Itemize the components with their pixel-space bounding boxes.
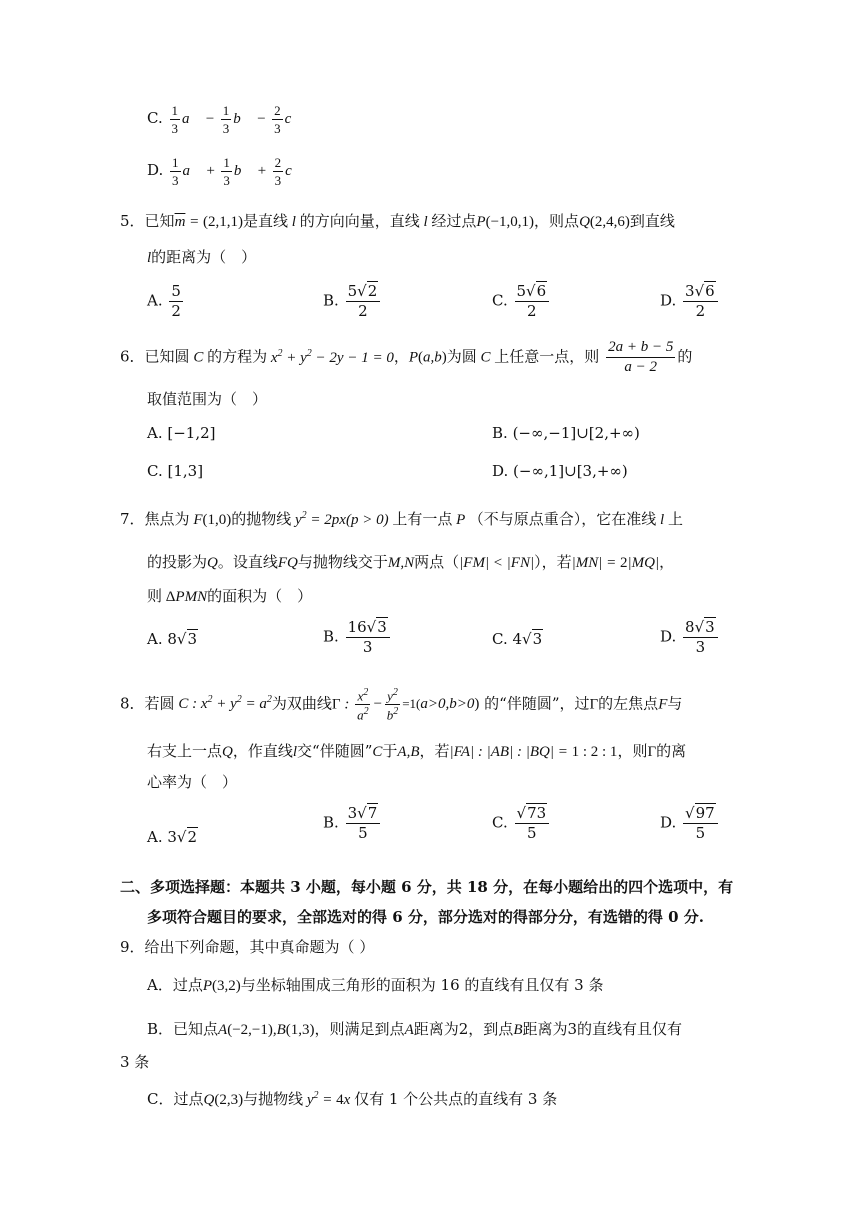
section-heading-line2: 多项符合题目的要求，全部选对的得 6 分，部分选对的得部分分，有选错的得 0 分. <box>147 908 704 926</box>
option-formula: 4√3 <box>512 630 543 648</box>
option-label: D. <box>492 462 509 480</box>
q6-stem-line2 <box>147 388 267 409</box>
math: Γ <box>589 696 599 713</box>
option-label: B. <box>492 424 508 442</box>
math: l <box>292 744 298 760</box>
text: 。设直线 <box>217 553 278 571</box>
option-label: B. <box>323 291 339 310</box>
text: 的直线有且仅有 <box>577 1020 683 1038</box>
q6-option-c <box>147 462 203 480</box>
question-number: 8． <box>120 694 145 713</box>
math: P(−1,0,1) <box>476 214 535 230</box>
text: 的方向向量，直线 <box>299 212 420 230</box>
option-formula: (−∞,1]∪[3,+∞) <box>513 462 628 480</box>
q8-stem-line1 <box>120 688 682 722</box>
math: FQ <box>277 555 298 571</box>
text: 于 <box>382 742 398 760</box>
option-formula: (−∞,−1]∪[2,+∞) <box>512 424 640 442</box>
option-formula: [−1,2] <box>167 424 216 442</box>
math: l <box>147 250 152 266</box>
q7-option-c <box>492 630 543 648</box>
math: $y^2 = 2px(p > 0)$ <box>291 510 393 528</box>
q9-option-b-line2: 3 条 <box>120 1053 150 1071</box>
option-label: D. <box>660 291 677 310</box>
text: ，若 <box>419 742 450 760</box>
section-heading-line1: 二、多项选择题：本题共 3 小题，每小题 6 分，共 18 分，在每小题给出的四个选项中，有 <box>120 878 734 896</box>
math: |FM| < |FN| <box>459 555 535 571</box>
q8-option-c <box>492 806 551 841</box>
q5-option-c <box>492 284 551 319</box>
text: 上 <box>667 510 683 528</box>
math: |MN| = 2|MQ| <box>571 555 660 571</box>
q9-option-a <box>147 974 603 995</box>
text: 仅有 1 个公共点的直线有 3 条 <box>354 1090 558 1108</box>
text: 取值范围为（ ） <box>147 390 268 408</box>
math: $x^2 + y^2 - 2y - 1 = 0$ <box>267 347 394 366</box>
text: 为圆 <box>446 347 477 366</box>
math: Q(2,4,6) <box>579 214 630 230</box>
math: M,N <box>387 555 415 571</box>
q6-option-d <box>492 462 628 480</box>
q5-option-a <box>147 284 185 319</box>
math: A <box>404 1022 414 1038</box>
math: Γ <box>647 744 657 760</box>
q7-option-b <box>323 620 392 655</box>
option-label: C. <box>147 108 163 127</box>
option-label: A. <box>147 424 163 442</box>
option-label: A. <box>147 828 163 846</box>
math: |FA| : |AB| : |BQ| = 1 : 2 : 1 <box>449 744 618 760</box>
q9-option-b-line1 <box>147 1018 682 1039</box>
math: $\overline{m} = (2,1,1)$ <box>174 214 244 230</box>
question-number: 7． <box>120 510 145 528</box>
text: ），若 <box>534 553 572 571</box>
text: 为双曲线 <box>271 694 332 713</box>
text: 与 <box>667 694 683 713</box>
text: ，则 <box>617 742 648 760</box>
math: Γ : <box>331 696 354 713</box>
q8-option-b <box>323 806 382 841</box>
math: $y^2 = 4x$ <box>303 1090 355 1108</box>
question-number: 5． <box>120 212 145 230</box>
math: P(a,b) <box>408 349 447 366</box>
q9-stem: 9．给出下列命题，其中真命题为（ ） <box>120 938 375 956</box>
text: 经过点 <box>431 212 477 230</box>
text: 的 <box>677 347 693 366</box>
text: 的投影为 <box>147 553 208 571</box>
option-label: C. <box>492 291 508 310</box>
text: ，作直线 <box>232 742 293 760</box>
q8-stem-line3 <box>147 771 237 792</box>
text: 右支上一点 <box>147 742 223 760</box>
text: 的面积为（ ） <box>207 587 313 605</box>
text: 距离为 <box>522 1020 568 1038</box>
text: B．已知点 <box>147 1020 219 1038</box>
text: 的“伴随圆”，过 <box>484 694 590 713</box>
math-fraction: $\frac{2a + b - 5}{a - 2}$ <box>608 339 674 375</box>
option-formula: $\frac{√97}{5}$ <box>683 806 718 841</box>
math: P <box>452 512 469 528</box>
option-label: C. <box>492 813 508 832</box>
q5-stem-line2 <box>147 246 256 267</box>
option-formula: $\frac{√73}{5}$ <box>515 806 550 841</box>
math: 3 <box>567 1020 578 1038</box>
q5-option-d <box>660 284 720 319</box>
text: 的左焦点 <box>598 694 659 713</box>
math: Q(2,3) <box>203 1092 244 1108</box>
option-formula: $\frac{1}{3}$ a⃗ + $\frac{1}{3}$ b⃗ + $\frac{2}{3}$ c⃗ <box>172 155 304 188</box>
option-formula: 3√2 <box>167 828 198 846</box>
text: A．过点 <box>147 976 203 994</box>
text: 焦点为 <box>144 510 190 528</box>
q7-stem-line3 <box>147 585 312 606</box>
option-label: B. <box>323 627 339 646</box>
math: l <box>419 214 432 230</box>
text: 的离 <box>656 742 687 760</box>
option-label: B. <box>323 813 339 832</box>
text: 两点（ <box>414 553 460 571</box>
q6-option-a <box>147 424 216 442</box>
option-formula: [1,3] <box>167 462 204 480</box>
text: （不与原点重合），它在准线 <box>468 510 657 528</box>
text: 已知圆 <box>144 347 190 366</box>
q8-stem-line2 <box>147 740 686 761</box>
q6-option-b <box>492 424 640 442</box>
option-label: C. <box>492 630 508 648</box>
math-hyperbola: $\frac{x^2}{a^2}$ − $\frac{y^2}{b^2}$ =1(a>0,b>0) <box>357 687 480 723</box>
option-label: C. <box>147 462 163 480</box>
math: Q <box>222 744 233 760</box>
option-formula: $\frac{1}{3}$ a⃗ − $\frac{1}{3}$ b⃗ − $\frac{2}{3}$ c⃗ <box>171 103 303 136</box>
text: 的抛物线 <box>231 510 292 528</box>
text: ，则点 <box>534 212 580 230</box>
text: ， <box>393 347 409 366</box>
text: 则 <box>147 587 163 605</box>
math: 2 <box>458 1020 469 1038</box>
question-number: 6． <box>120 347 145 366</box>
math: F(1,0) <box>189 512 232 528</box>
text: 的方程为 <box>207 347 268 366</box>
q7-stem-line2 <box>147 551 674 572</box>
q4-option-c <box>147 104 303 135</box>
math: C <box>372 744 383 760</box>
text: 已知 <box>144 212 175 230</box>
text: 交“伴随圆” <box>297 742 373 760</box>
q6-stem-line1 <box>120 340 692 375</box>
text: 心率为（ ） <box>147 773 238 791</box>
math: l <box>288 214 300 230</box>
math: F <box>658 696 668 713</box>
text: 的距离为（ ） <box>151 248 257 266</box>
math: Q <box>207 555 218 571</box>
math: C : $x^2 + y^2 = a^2$ <box>174 694 272 713</box>
option-formula: 8√3 <box>167 630 198 648</box>
option-label: D. <box>147 160 164 179</box>
option-formula: $\frac{16√3}{3}$ <box>346 620 390 655</box>
option-label: A. <box>147 291 163 310</box>
text: 与坐标轴围成三角形的面积为 16 的直线有且仅有 3 条 <box>240 976 604 994</box>
text: ， <box>659 553 675 571</box>
option-label: D. <box>660 813 677 832</box>
option-formula: $\frac{3√6}{2}$ <box>683 284 718 319</box>
option-formula: $\frac{5√6}{2}$ <box>515 284 550 319</box>
math: A,B <box>397 744 420 760</box>
text: 若圆 <box>144 694 175 713</box>
q8-option-a <box>147 828 198 846</box>
option-formula: $\frac{5√2}{2}$ <box>346 284 381 319</box>
math: ΔPMN <box>165 589 208 605</box>
q8-option-d <box>660 806 720 841</box>
math: P(3,2) <box>202 978 241 994</box>
math: C <box>189 349 208 366</box>
text: ，到点 <box>468 1020 514 1038</box>
text: 是直线 <box>243 212 289 230</box>
text: 距离为 <box>413 1020 459 1038</box>
option-formula: $\frac{3√7}{5}$ <box>346 806 381 841</box>
option-formula: $\frac{8√3}{3}$ <box>683 620 718 655</box>
text: 与抛物线交于 <box>297 553 388 571</box>
text: 上有一点 <box>392 510 453 528</box>
text: 上任意一点，则 <box>494 347 600 366</box>
text: 到直线 <box>629 212 675 230</box>
option-formula: $\frac{5}{2}$ <box>171 282 181 320</box>
q9-option-c <box>147 1088 557 1109</box>
option-label: A. <box>147 630 163 648</box>
math: C <box>476 349 495 366</box>
math: l <box>656 512 668 528</box>
q7-option-d <box>660 620 720 655</box>
text: ，则满足到点 <box>314 1020 405 1038</box>
q7-option-a <box>147 630 198 648</box>
q4-option-d <box>147 156 303 187</box>
q5-option-b <box>323 284 382 319</box>
q5-stem-line1 <box>120 210 675 231</box>
math: A(−2,−1),B(1,3) <box>218 1022 315 1038</box>
text: C．过点 <box>147 1090 204 1108</box>
q7-stem-line1 <box>120 508 683 529</box>
text: 与抛物线 <box>243 1090 304 1108</box>
math: B <box>513 1022 523 1038</box>
option-label: D. <box>660 627 677 646</box>
